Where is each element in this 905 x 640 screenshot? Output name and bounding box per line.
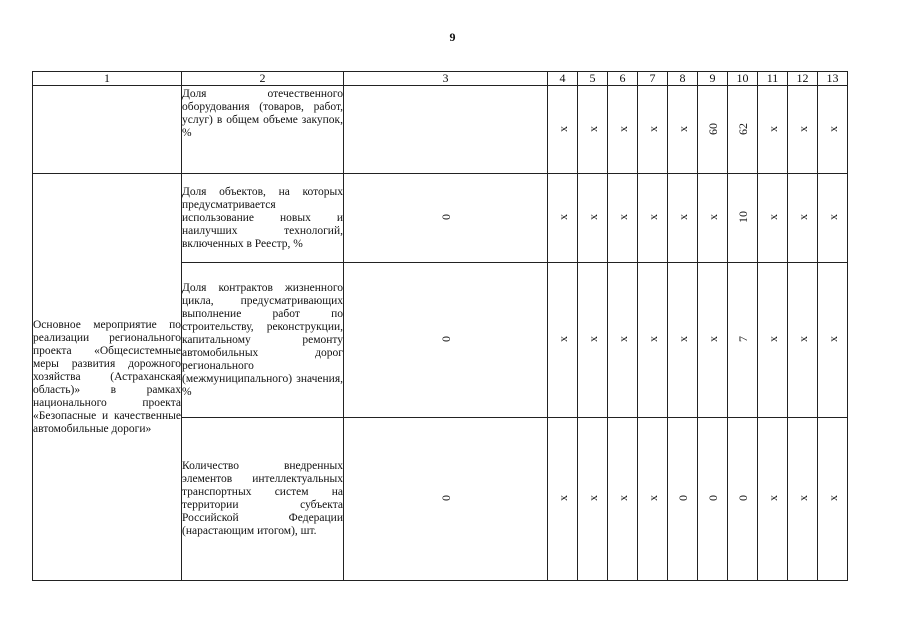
cell-value: 0 (735, 495, 750, 501)
value-cell-col3 (344, 418, 548, 581)
cell-value: х (555, 495, 570, 501)
value-cell-col3 (344, 174, 548, 263)
value-cell (698, 418, 728, 581)
cell-value: 10 (735, 211, 750, 223)
indicator-cell (182, 263, 344, 418)
table-header-row (33, 72, 848, 86)
page-number: 9 (449, 30, 456, 44)
cell-value: х (615, 214, 630, 220)
indicator-cell (182, 174, 344, 263)
indicator-text: Доля отечественного оборудования (товаров, работ, услуг) в общем объеме закупок, % (182, 88, 343, 139)
indicator-text: Доля контрактов жизненного цикла, предусматривающих выполнение работ по строительству, реконструкции, капитальному ремонту автомобильных дорог регионального (межмуниципального) значения, % (182, 281, 343, 398)
cell-value: х (585, 495, 600, 501)
indicator-text: Количество внедренных элементов интеллектуальных транспортных систем на территории субъекта Российской Федерации (нарастающим итогом), шт. (182, 460, 343, 537)
cell-value: х (705, 336, 720, 342)
value-cell (668, 263, 698, 418)
value-cell (668, 418, 698, 581)
table-row (33, 86, 848, 174)
cell-value: х (585, 214, 600, 220)
value-cell (608, 174, 638, 263)
cell-value: х (615, 336, 630, 342)
cell-value: х (555, 214, 570, 220)
value-cell (548, 174, 578, 263)
cell-value: х (585, 125, 600, 132)
value-cell (728, 174, 758, 263)
cell-value: х (555, 336, 570, 342)
value-cell (698, 174, 728, 263)
value-cell (788, 263, 818, 418)
value-cell (758, 174, 788, 263)
cell-value: х (765, 125, 780, 132)
value-cell (578, 174, 608, 263)
cell-value: х (825, 495, 840, 501)
cell-value: х (645, 336, 660, 342)
value-cell (608, 86, 638, 174)
value-cell (548, 418, 578, 581)
cell-value: х (765, 495, 780, 501)
value-cell (638, 174, 668, 263)
indicators-table (32, 71, 848, 581)
value-cell (818, 174, 848, 263)
value-cell (578, 418, 608, 581)
value-cell (608, 418, 638, 581)
value-cell (818, 418, 848, 581)
cell-value: х (615, 125, 630, 132)
cell-value: х (795, 214, 810, 220)
value-cell (728, 86, 758, 174)
cell-value: 0 (438, 336, 453, 342)
cell-value: х (645, 125, 660, 132)
cell-value: х (795, 495, 810, 501)
value-cell (728, 263, 758, 418)
value-cell (758, 263, 788, 418)
cell-value: х (795, 336, 810, 342)
cell-value: х (825, 214, 840, 220)
indicator-text: Доля объектов, на которых предусматривается использование новых и наилучших технологий, включенных в Реестр, % (182, 185, 343, 250)
cell-value: х (795, 125, 810, 132)
value-cell (698, 86, 728, 174)
column-header: 12 (788, 72, 818, 86)
value-cell (638, 263, 668, 418)
cell-value: 0 (675, 495, 690, 501)
indicator-cell (182, 418, 344, 581)
cell-value: х (645, 495, 660, 501)
activity-text: Основное мероприятие по реализации регионального проекта «Общесистемные меры развития дорожного хозяйства (Астраханская область)» в рамках национального проекта «Безопасные и качественные автомобильные дороги» (33, 318, 181, 435)
activity-cell-empty (33, 86, 182, 174)
value-cell (758, 86, 788, 174)
column-header: 5 (578, 72, 608, 86)
cell-value: х (675, 214, 690, 220)
column-header: 6 (608, 72, 638, 86)
value-cell (788, 418, 818, 581)
value-cell (638, 418, 668, 581)
activity-cell (33, 174, 182, 581)
cell-value: х (765, 214, 780, 220)
value-cell (788, 86, 818, 174)
column-header: 10 (728, 72, 758, 86)
cell-value: 0 (705, 495, 720, 501)
cell-value: 60 (705, 122, 720, 135)
table-row (33, 174, 848, 263)
value-cell (818, 263, 848, 418)
cell-value: 0 (438, 214, 453, 220)
column-header: 4 (548, 72, 578, 86)
cell-value: х (585, 336, 600, 342)
cell-value: х (675, 125, 690, 132)
cell-value: х (825, 125, 840, 132)
value-cell (578, 263, 608, 418)
cell-value: х (675, 336, 690, 342)
column-header: 8 (668, 72, 698, 86)
value-cell (758, 418, 788, 581)
column-header: 7 (638, 72, 668, 86)
column-header: 13 (818, 72, 848, 86)
value-cell (728, 418, 758, 581)
value-cell-col3 (344, 86, 548, 174)
cell-value: 0 (438, 495, 453, 501)
cell-value: х (615, 495, 630, 501)
cell-value: х (765, 336, 780, 342)
value-cell (578, 86, 608, 174)
value-cell (548, 263, 578, 418)
cell-value: 62 (735, 122, 750, 135)
value-cell (788, 174, 818, 263)
cell-value: х (555, 125, 570, 132)
value-cell (638, 86, 668, 174)
column-header: 1 (33, 72, 182, 86)
cell-value: х (645, 214, 660, 220)
column-header: 3 (344, 72, 548, 86)
cell-value: 7 (735, 336, 750, 342)
cell-value: х (705, 214, 720, 220)
cell-value: х (825, 336, 840, 342)
column-header: 2 (182, 72, 344, 86)
indicator-cell (182, 86, 344, 174)
value-cell (548, 86, 578, 174)
value-cell-col3 (344, 263, 548, 418)
value-cell (608, 263, 638, 418)
value-cell (668, 174, 698, 263)
column-header: 11 (758, 72, 788, 86)
column-header: 9 (698, 72, 728, 86)
value-cell (818, 86, 848, 174)
value-cell (668, 86, 698, 174)
value-cell (698, 263, 728, 418)
